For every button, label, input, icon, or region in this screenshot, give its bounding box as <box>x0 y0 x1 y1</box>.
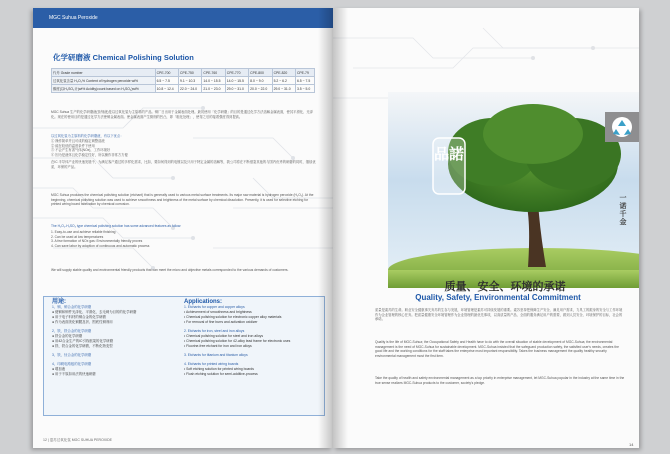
section-title: 化学研磨液 Chemical Polishing Solution <box>53 53 194 62</box>
table-header-cell: CPE-760 <box>202 69 225 77</box>
cn-group-title: 1、铜、铜合金的化学研磨 <box>52 305 92 309</box>
en-uses-heading: Applications: <box>184 299 223 305</box>
list-item: ● 用42合金生产的IC引线框架的化学研磨 <box>52 339 114 343</box>
table-cell: 22.0 ~ 24.0 <box>179 85 202 93</box>
en-para2: We will supply stable quality and environmental friendly products that can meet the micro and objective metals corresponded to the various demands of customers. <box>51 268 289 272</box>
table-row <box>52 77 315 85</box>
table-header-cell: CPE-79 <box>295 69 314 77</box>
cn-para2: 在IC 半导体产业的快速发展中，为满足客户通过的多样化需求，比如，要如何得到的电镀以及只用于特定金属的溶解等，我公司将在不断借鉴其他的与国内优秀的研磨的同时，继续优质，环保的产品。 <box>51 160 316 169</box>
list-item: ● 作为表面美化铜膜及折、围底性铜剂用 <box>52 320 113 324</box>
list-item: ● 便铜和铜件光泽化、平滑化、去毛刺为目的的化学研磨 <box>52 310 137 314</box>
en-group-title: 1. Etchants for copper and copper alloys <box>184 305 245 309</box>
list-item: ● 铁合金的化学研磨 <box>52 334 83 338</box>
cn-intro: MGC Suhua 生产的化学研磨液(蚀刻液)是以过氧化氢为主原料的产品。铜厂日出用于金属表面处理。最初使用「化学研磨」的目的是通过化学方法溶解金属表面，使其平滑化、光泽化。现在的使用目的是通过化学方法使铜金属表面。使金属表面产生微细的凹凸，即「粗化处理」，使得之后的接着强度得到提高。 <box>51 110 313 119</box>
list-item: 4. Can save labor by adoption of continuous and automatic process <box>51 243 150 248</box>
table-cell: 14.0 ~ 15.5 <box>225 77 248 85</box>
tree-photo <box>388 92 639 288</box>
table-header-cell: CPE-800 <box>249 69 272 77</box>
table-cell: 6.5 ~ 7.5 <box>295 77 314 85</box>
list-item: • Chemical polishing solution for steel and iron alloys <box>184 334 264 338</box>
table-header-row <box>52 69 315 77</box>
cn-group-title: 3、铁、钛合金的化学研磨 <box>52 353 92 357</box>
table-header-cell: CPE-700 <box>155 69 178 77</box>
list-item: ③ 不会产生有害气体(NOx)，工作环境好 <box>51 148 111 153</box>
list-item: • For removal of fine burrs and activation oxidizer <box>184 320 258 324</box>
table-header-cell: 代号 Grade number <box>52 69 156 77</box>
seal-emblem <box>431 136 467 196</box>
table-cell: 6.5 ~ 7.5 <box>155 77 178 85</box>
table-cell: 8.0 ~ 9.0 <box>249 77 272 85</box>
table-cell: 29.0 ~ 31.0 <box>225 85 248 93</box>
cn-features-heading: 以过氧化氢为主原料的化学研磨液，有以下优点： <box>51 134 124 138</box>
list-item: ● 增加液 <box>52 367 66 371</box>
cn-group-title: 4、印刷电路板的化学研磨 <box>52 362 92 366</box>
table-cell: 14.0 ~ 15.5 <box>202 77 225 85</box>
right-page <box>333 8 639 448</box>
page-footer: 12 | 菱苏过氧化氢 MGC SUHUA PEROXIDE <box>43 438 112 442</box>
en-features-list <box>51 230 317 248</box>
list-item: 2. Can be used at low temperatures <box>51 234 104 239</box>
table-header-cell: CPE-770 <box>225 69 248 77</box>
list-item: ● 用于电子料材的铜合金的化学研磨 <box>52 315 106 319</box>
table-cell: 3.5 ~ 5.0 <box>295 85 314 93</box>
list-item: 1. Easy-to-use and achieve reliable finishing <box>51 230 116 234</box>
list-item: • Chemical polishing solution for electronic copper alloy materials <box>184 315 282 319</box>
table-header-cell: CPE-820 <box>272 69 295 77</box>
en-commitment-text-1: Quality is the life of MGC-Suhua; the Occupational Safety and Health have to do with the overall situation of stable development of MGC-Suhua; the environmental management is the need of MGC-Suhua for sustainable development. MGC-Suhua insisted that the safeguard production safety, the satisfied user's needs, creates the good life and the working conditions for the staff takes the enterprise most important responsibility. Takes the business management the quality healthy security environmental management most the first item. <box>375 340 619 358</box>
list-item: ● 铁、铁合金的化学研磨，不断化物变型 <box>52 344 113 348</box>
list-item: ① 操作简单并且可成的稳定调整溶液 <box>51 139 105 143</box>
en-commitment-text-2: Take the quality of health and safety environmental management as a top priority in enterprise management, let MGC-Suhua popular in the industry at the same time in the true sense realizes MGC-Suhua products to the customer, society's pledge. <box>375 376 625 385</box>
cn-uses-column <box>52 300 177 377</box>
list-item: • Chemical polishing solution for 42-alloy lead frame for electronic uses <box>184 339 291 343</box>
page-number: 14 <box>629 442 634 447</box>
en-group-title: 3. Etchants for titanium and titanium alloys <box>184 353 248 357</box>
recycle-icon <box>605 112 639 142</box>
table-row <box>52 85 315 93</box>
en-features-heading: The H₂O₂-H₂SO₄ type chemical polishing solution has some advanced features as follow: <box>51 224 182 228</box>
list-item: • Soft etching solution for printed wiring boards <box>184 367 254 371</box>
recycle-badge <box>605 112 639 142</box>
table-cell: 酸度(以H₂SO₄计)wt% Acidity(count based on H₂SO₄)wt% <box>52 85 156 93</box>
cn-commitment-text: 质量是素苏的生命。职业安全健康事关务苏的生存与发展，环境管理是素苏可持续发展的重要。素苏坚持把保障生产安全、满足用户需求，力具工的跟身的安全与工作环境作为企业管理的核心任务。把质量健康安全环境管理作为企业管理的最优先事项，以高质量的产品、全面的服务满足用户的需要，做到人员安全、环境保护的目标，社会的承诺。 <box>375 308 623 322</box>
list-item: ② 能在较低的温度条件下使用 <box>51 143 95 148</box>
vertical-slogan: 一诺千金 <box>619 194 626 226</box>
spec-table <box>51 68 315 93</box>
list-item: • Achievement of smoothness and brightness <box>184 310 252 314</box>
table-cell: 5.2 ~ 6.2 <box>272 77 295 85</box>
seal-text: 品諾 <box>433 145 464 163</box>
table-cell: 21.0 ~ 23.0 <box>202 85 225 93</box>
list-item: ● 用于不原如用法的快速研磨 <box>52 372 96 376</box>
list-item: • Flush etching solution for semi-additive-process <box>184 372 258 376</box>
list-item: • Fluorine-free etchant for iron and iron alloys <box>184 344 252 348</box>
left-page <box>33 8 333 448</box>
page-title-cn: 质量、安全、环境的承诺 <box>444 280 566 293</box>
cn-group-title: 2、铁、铁合金的化学研磨 <box>52 329 92 333</box>
table-cell: 过氧化氢含量 H₂O₂% Content of hydrogen peroxide wt% <box>52 77 156 85</box>
en-uses-column <box>184 300 320 377</box>
list-item: ④ 因为是液体且化学稳定性好，所以操作非常方方便 <box>51 152 128 157</box>
table-cell: 20.0 ~ 22.0 <box>249 85 272 93</box>
cn-uses-heading: 用途: <box>52 299 66 305</box>
list-item: 3. A few formation of NOx gas: Environmentally friendly proves <box>51 239 143 244</box>
table-cell: 10.8 ~ 12.4 <box>155 85 178 93</box>
en-intro: MGC Suhua produces the chemical polishing solution (etchant) that is generally used to various metal surface treatments. Its major raw material is hydrogen peroxide (H₂O₂). At the beginning, chemical polishing solution was used to achieve smoothness and brightness of the metal surface by chemical dissolution. Presently, it is used for selective etching for printed wiring board fabrication by chemical corrosion. <box>51 193 314 207</box>
page-title-en: Quality, Safety, Environmental Commitment <box>415 293 581 302</box>
en-group-title: 4. Etchants for printed wiring boards <box>184 362 239 366</box>
cn-features-list <box>51 139 317 157</box>
en-group-title: 2. Etchants for iron, steel and iron alloys <box>184 329 245 333</box>
table-cell: 29.0 ~ 31.0 <box>272 85 295 93</box>
header-text: MGC Suhua Peroxide <box>49 15 98 21</box>
table-header-cell: CPE-750 <box>179 69 202 77</box>
table-cell: 9.1 ~ 10.3 <box>179 77 202 85</box>
applications-box <box>43 296 325 416</box>
